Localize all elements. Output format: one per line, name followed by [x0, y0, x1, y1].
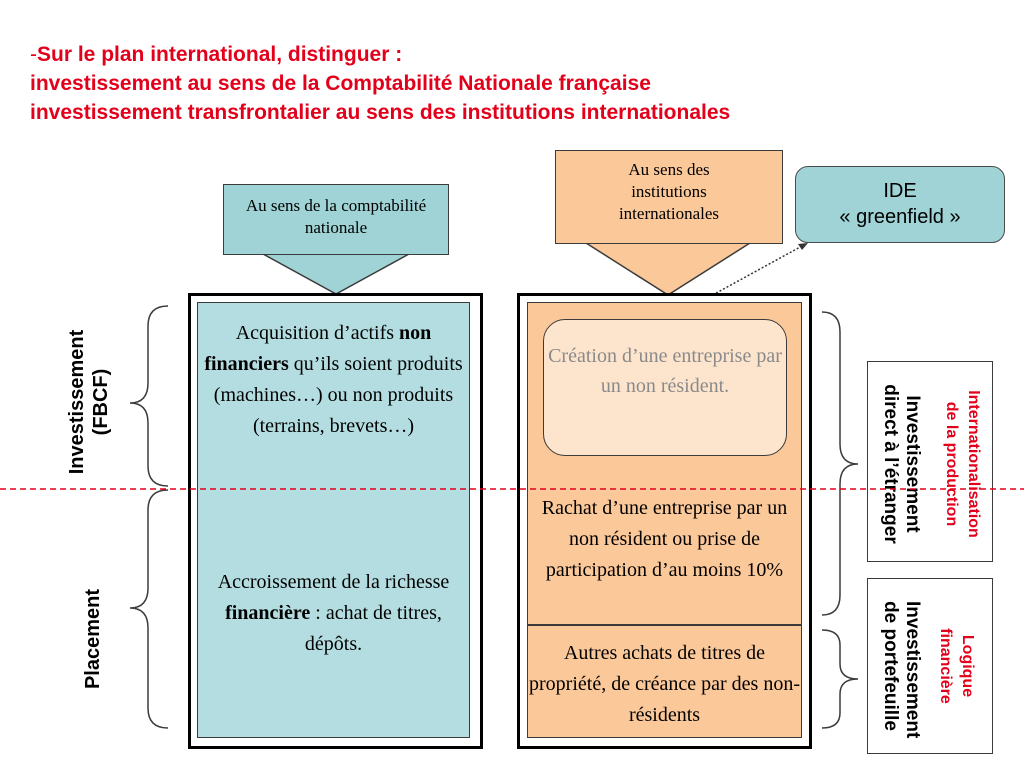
title-line-1: Sur le plan international, distinguer :: [37, 43, 403, 66]
portfolio-investment-label: [877, 601, 923, 739]
portefeuille-line-1: Investissement: [902, 601, 923, 739]
international-column-divider: [527, 624, 802, 626]
nf-pre: Acquisition d’actifs: [235, 322, 400, 344]
logique-line-2: financière: [937, 628, 954, 704]
brace-investissement: [130, 306, 168, 486]
rachat-entreprise-text: Rachat d’une entreprise par un non résident ou prise de participation d’au moins 10%: [541, 497, 788, 581]
investissement-line: Investissement: [66, 329, 88, 475]
national-callout: Au sens de la comptabilité nationale: [223, 184, 449, 255]
internationalisation-line-2: de la production: [943, 401, 960, 527]
brace-placement: [130, 490, 168, 728]
international-arrow-head: [586, 243, 750, 295]
ide-greenfield-box: [795, 166, 1005, 243]
greenfield-label: « greenfield »: [839, 206, 961, 228]
logique-financiere-label: [932, 611, 978, 721]
autres-achats-text: Autres achats de titres de propriété, de créance par des non-résidents: [529, 642, 800, 726]
investissement-fbcf-label: [65, 307, 115, 497]
international-callout-line-1: Au sens des: [628, 160, 710, 179]
nf-post: qu’ils soient produits (machines…) ou non produits (terrains, brevets…): [213, 353, 463, 437]
portefeuille-line-2: de portefeuille: [880, 601, 901, 731]
creation-entreprise-box: Création d’une entreprise par un non résident.: [543, 319, 787, 456]
direct-line-2: direct à l’étranger: [880, 384, 901, 544]
fbcf-line: (FBCF): [90, 368, 112, 436]
logique-line-1: Logique: [959, 634, 976, 698]
national-arrow-head: [263, 254, 409, 294]
fw-pre: Accroissement de la richesse: [217, 571, 450, 593]
international-callout-line-3: internationales: [618, 204, 720, 223]
fw-bold: financière: [225, 602, 311, 624]
financial-wealth-text: [197, 567, 470, 660]
non-financial-assets-text: [197, 318, 470, 442]
brace-direct: [822, 312, 858, 615]
placement-label: Placement: [82, 588, 104, 690]
title-dash: -: [30, 43, 37, 66]
direct-investment-label: [877, 374, 923, 554]
internationalisation-line-1: Internationalisation: [965, 390, 982, 538]
ide-connector-head-top: [798, 243, 808, 250]
fw-post: : achat de titres, dépôts.: [304, 602, 442, 655]
title-line-2: investissement au sens de la Comptabilité Nationale française: [30, 72, 651, 95]
international-callout-line-2: institutions: [631, 182, 707, 201]
title-line-3: investissement transfrontalier au sens des institutions internationales: [30, 101, 731, 124]
brace-portefeuille: [822, 630, 858, 728]
internationalisation-label: [938, 374, 984, 554]
nf-bold: non financiers: [204, 322, 432, 375]
ide-label: IDE: [883, 180, 917, 202]
direct-line-1: Investissement: [902, 395, 923, 533]
international-callout: [555, 150, 783, 244]
